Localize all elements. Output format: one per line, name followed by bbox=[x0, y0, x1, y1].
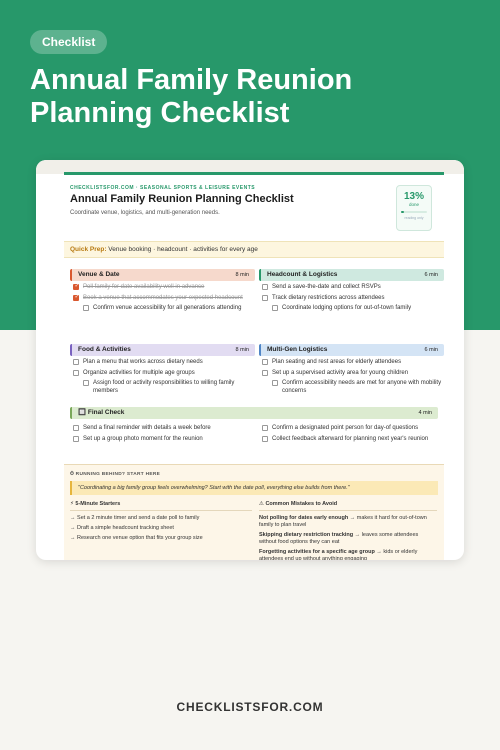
quick-prep-label: Quick Prep: bbox=[70, 246, 107, 253]
checklist-item[interactable] bbox=[259, 359, 444, 367]
checkbox[interactable] bbox=[262, 284, 268, 290]
mistake-item bbox=[259, 532, 437, 546]
starter-item: → Research one venue option that fits your group size bbox=[70, 535, 203, 541]
section-headcount-logistics bbox=[259, 269, 444, 313]
checklist-document bbox=[64, 172, 444, 560]
progress-foot: reading only bbox=[404, 216, 424, 220]
section-header bbox=[70, 269, 255, 281]
checkbox[interactable] bbox=[83, 380, 89, 386]
checklist-item[interactable] bbox=[70, 370, 255, 378]
section-venue-date bbox=[70, 269, 255, 313]
running-behind-heading: ⏱ RUNNING BEHIND? START HERE bbox=[70, 472, 161, 477]
checklist-item[interactable] bbox=[70, 359, 255, 367]
section-title: Multi-Gen Logistics bbox=[267, 346, 328, 353]
checklist-item[interactable] bbox=[70, 305, 255, 313]
mistake-item bbox=[259, 515, 437, 529]
checklist-item[interactable] bbox=[70, 425, 255, 433]
checklist-item[interactable] bbox=[259, 295, 444, 303]
checklist-item-text: Confirm a designated point person for day-of questions bbox=[272, 425, 419, 431]
final-check-left bbox=[70, 422, 255, 443]
quick-prep-banner bbox=[64, 241, 444, 258]
mistake-rest: → leaves some attendees without food options they can eat bbox=[259, 532, 419, 545]
section-title: Venue & Date bbox=[78, 271, 120, 278]
checkbox[interactable] bbox=[73, 436, 79, 442]
mistake-item bbox=[259, 549, 437, 560]
mistake-bold: Forgetting activities for a specific age group bbox=[259, 549, 375, 555]
checkbox[interactable] bbox=[262, 425, 268, 431]
checkbox[interactable] bbox=[73, 295, 79, 301]
starters-list bbox=[70, 512, 252, 542]
checklist-item-text: Book a venue that accommodates your expected headcount bbox=[83, 294, 243, 301]
mistake-bold: Skipping dietary restriction tracking bbox=[259, 532, 354, 538]
section-food-activities bbox=[70, 344, 255, 395]
checklist-item-text: Send a save-the-date and collect RSVPs bbox=[272, 284, 381, 290]
section-header bbox=[70, 344, 255, 356]
checkbox[interactable] bbox=[262, 436, 268, 442]
doc-title: Annual Family Reunion Planning Checklist bbox=[70, 193, 294, 205]
checkbox[interactable] bbox=[262, 295, 268, 301]
checklist-item-text: Plan seating and rest areas for elderly attendees bbox=[272, 359, 402, 365]
checklist-item[interactable] bbox=[259, 305, 444, 313]
checkbox[interactable] bbox=[262, 359, 268, 365]
progress-box bbox=[396, 185, 432, 231]
checklist-item[interactable] bbox=[259, 380, 444, 395]
checkbox[interactable] bbox=[73, 370, 79, 376]
starters-divider bbox=[70, 510, 252, 511]
checklist-item[interactable] bbox=[70, 380, 255, 395]
checklist-item-text: Coordinate lodging options for out-of-town family bbox=[282, 305, 412, 311]
checklist-item[interactable] bbox=[259, 436, 444, 444]
quick-prep-text: Venue booking · headcount · activities for every age bbox=[108, 246, 258, 253]
running-behind-panel bbox=[64, 464, 444, 560]
checklist-item-text: Confirm accessibility needs are met for anyone with mobility concerns bbox=[282, 380, 442, 394]
checklist-item-text: Set up a supervised activity area for young children bbox=[272, 369, 409, 376]
doc-subtitle: Coordinate venue, logistics, and multi-generation needs. bbox=[70, 210, 220, 216]
checkbox[interactable] bbox=[262, 370, 268, 376]
starter-item: → Set a 2 minute timer and send a date poll to family bbox=[70, 515, 200, 521]
progress-label: done bbox=[408, 202, 419, 207]
checklist-item-text: Organize activities for multiple age groups bbox=[83, 369, 195, 376]
checkbox[interactable] bbox=[83, 305, 89, 311]
section-time: 6 min bbox=[424, 272, 438, 278]
tip-quote: "Coordinating a big family group feels overwhelming? Start with the date poll, everything else builds from there." bbox=[70, 481, 438, 495]
section-title: Headcount & Logistics bbox=[267, 271, 338, 278]
final-check-time: 4 min bbox=[418, 410, 432, 416]
starters-title: ⚡ 5-Minute Starters bbox=[70, 501, 121, 507]
progress-percent: 13% bbox=[403, 191, 424, 202]
checkbox[interactable] bbox=[73, 284, 79, 290]
checklist-item-text: Track dietary restrictions across attendees bbox=[272, 294, 385, 301]
hero-title: Annual Family Reunion Planning Checklist bbox=[30, 64, 353, 129]
section-header bbox=[259, 344, 444, 356]
checklist-item-text: Confirm venue accessibility for all generations attending bbox=[93, 305, 242, 311]
checklist-item-text: Poll family for date availability well in advance bbox=[83, 284, 205, 290]
checkbox[interactable] bbox=[73, 359, 79, 365]
section-time: 6 min bbox=[424, 347, 438, 353]
section-time: 8 min bbox=[235, 272, 249, 278]
checklist-item-text: Collect feedback afterward for planning next year's reunion bbox=[272, 435, 429, 442]
mistakes-divider bbox=[259, 510, 437, 511]
checklist-item[interactable] bbox=[70, 284, 255, 292]
checklist-item[interactable] bbox=[70, 295, 255, 303]
doc-brand: CHECKLISTSFOR.COM · SEASONAL SPORTS & LEISURE EVENTS bbox=[70, 185, 256, 191]
progress-bar bbox=[401, 211, 427, 213]
section-header bbox=[259, 269, 444, 281]
checklist-item-text: Plan a menu that works across dietary needs bbox=[83, 359, 203, 365]
checklist-item-text: Send a final reminder with details a week before bbox=[83, 425, 211, 431]
checklist-item[interactable] bbox=[70, 436, 255, 444]
checklist-item-text: Set up a group photo moment for the reunion bbox=[83, 435, 203, 442]
mistakes-list bbox=[259, 512, 437, 560]
section-time: 8 min bbox=[235, 347, 249, 353]
mistake-rest: → kids or elderly attendees end up without anything engaging bbox=[259, 549, 418, 560]
site-footer[interactable]: CHECKLISTSFOR.COM bbox=[176, 700, 324, 714]
checkbox[interactable] bbox=[272, 380, 278, 386]
mistake-rest: → makes it hard for out-of-town family to plan travel bbox=[259, 515, 427, 528]
checklist-item[interactable] bbox=[259, 284, 444, 292]
checkbox[interactable] bbox=[73, 425, 79, 431]
checklist-item-text: Assign food or activity responsibilities to willing family members bbox=[93, 380, 235, 394]
final-check-title: 🔲 Final Check bbox=[78, 409, 125, 416]
final-check-right bbox=[259, 422, 444, 443]
starter-item: → Draft a simple headcount tracking sheet bbox=[70, 525, 174, 531]
section-final-check bbox=[70, 407, 438, 419]
mistakes-title: ⚠ Common Mistakes to Avoid bbox=[259, 501, 338, 507]
checklist-item[interactable] bbox=[259, 370, 444, 378]
mistake-bold: Not polling for dates early enough bbox=[259, 515, 349, 521]
checklist-item[interactable] bbox=[259, 425, 444, 433]
progress-bar-fill bbox=[401, 211, 404, 213]
checkbox[interactable] bbox=[272, 305, 278, 311]
section-multi-gen-logistics bbox=[259, 344, 444, 395]
section-title: Food & Activities bbox=[78, 346, 131, 353]
checklist-preview-card bbox=[36, 160, 464, 560]
category-pill[interactable]: Checklist bbox=[30, 30, 107, 54]
